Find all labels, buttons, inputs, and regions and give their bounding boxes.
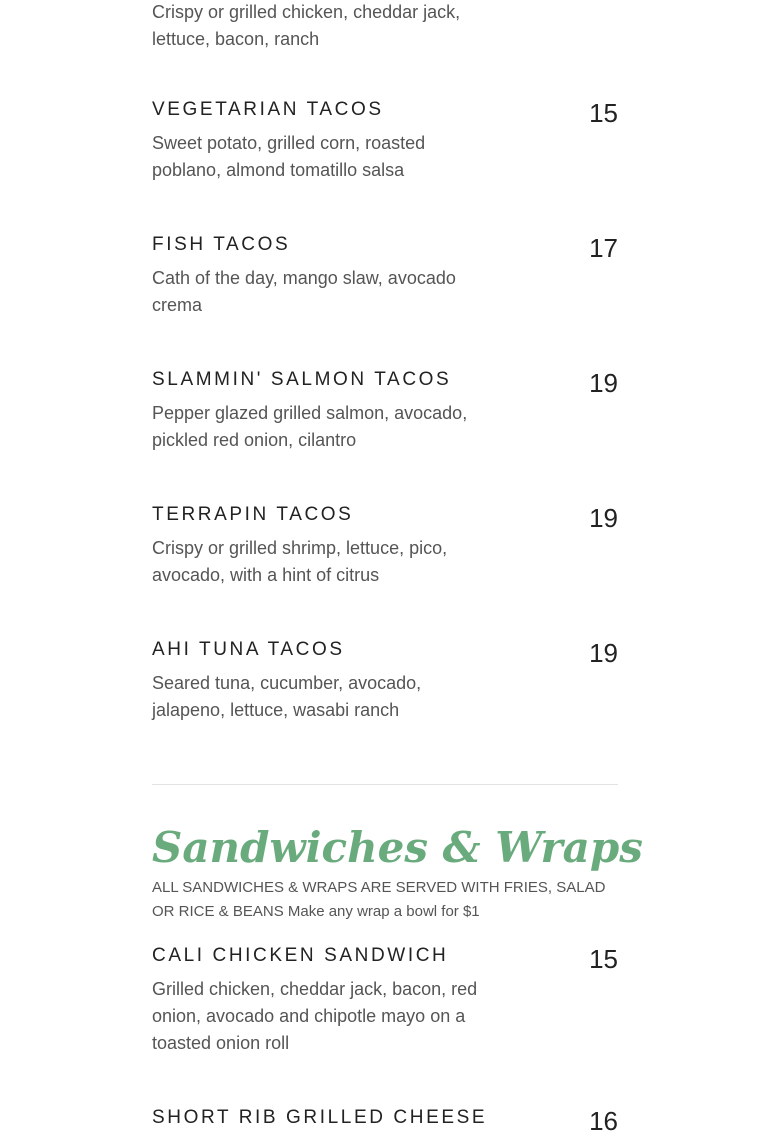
item-description: Cath of the day, mango slaw, avocado crema bbox=[152, 268, 456, 315]
item-price: 19 bbox=[589, 503, 618, 533]
item-description: Crispy or grilled shrimp, lettuce, pico, avocado, with a hint of citrus bbox=[152, 538, 448, 585]
item-price: 15 bbox=[589, 944, 618, 974]
item-price: 17 bbox=[589, 233, 618, 263]
item-description: Pepper glazed grilled salmon, avocado, pickled red onion, cilantro bbox=[152, 403, 468, 450]
item-name: CALI CHICKEN SANDWICH bbox=[152, 945, 449, 966]
item-description: Seared tuna, cucumber, avocado, jalapeno, lettuce, wasabi ranch bbox=[152, 673, 422, 720]
item-name: SHORT RIB GRILLED CHEESE bbox=[152, 1107, 488, 1128]
item-description: Crispy or grilled chicken, cheddar jack, lettuce, bacon, ranch bbox=[152, 2, 461, 49]
section-note: ALL SANDWICHES & WRAPS ARE SERVED WITH FRIES, SALAD OR RICE & BEANS Make any wrap a bowl for $1 bbox=[152, 879, 606, 920]
item-description: Sweet potato, grilled corn, roasted poblano, almond tomatillo salsa bbox=[152, 133, 426, 180]
item-price: 19 bbox=[589, 368, 618, 398]
item-name: AHI TUNA TACOS bbox=[152, 639, 345, 660]
item-name: FISH TACOS bbox=[152, 234, 291, 255]
section-title: Sandwiches & Wraps bbox=[152, 823, 643, 872]
item-name: VEGETARIAN TACOS bbox=[152, 99, 384, 120]
section-divider bbox=[152, 784, 618, 785]
item-description: Grilled chicken, cheddar jack, bacon, red onion, avocado and chipotle mayo on a toasted onion roll bbox=[152, 979, 478, 1053]
item-name: SLAMMIN' SALMON TACOS bbox=[152, 369, 452, 390]
item-price: 19 bbox=[589, 638, 618, 668]
item-name: TERRAPIN TACOS bbox=[152, 504, 354, 525]
item-price: 16 bbox=[589, 1106, 618, 1136]
item-price: 15 bbox=[589, 98, 618, 128]
